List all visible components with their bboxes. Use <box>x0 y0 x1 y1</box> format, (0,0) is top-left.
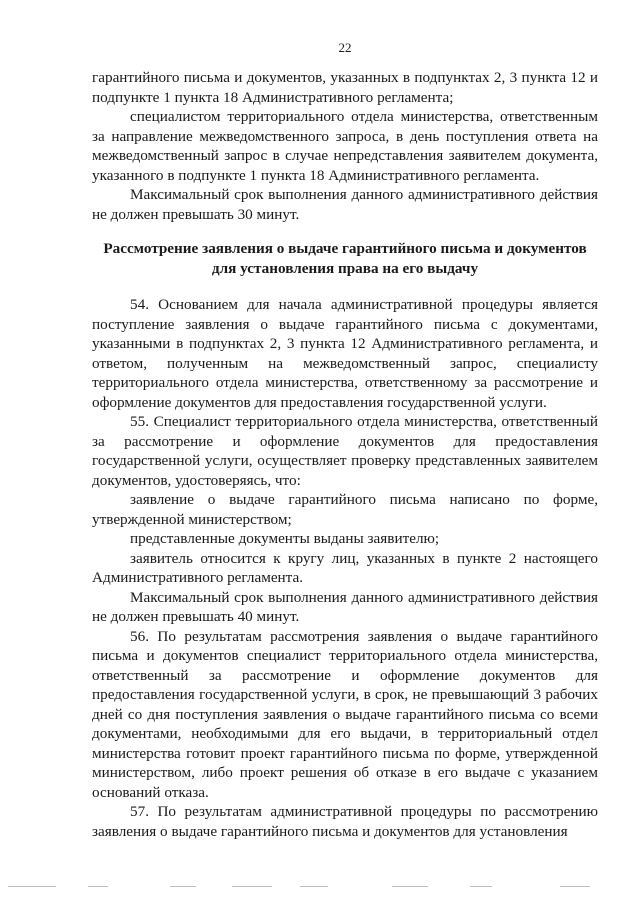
section-heading-line-1: Рассмотрение заявления о выдаче гарантийного письма и документов <box>103 240 587 257</box>
section-heading <box>92 239 598 278</box>
paragraph-max-time-40: Максимальный срок выполнения данного административного действия не должен превышать 40 минут. <box>92 588 598 625</box>
paragraph-56: 56. По результатам рассмотрения заявления о выдаче гарантийного письма и документов специалист территориального отдела министерства, ответственный за рассмотрение и оформление документов для предоставления государственной услуги, в срок, не превышающий 3 рабочих дней со дня поступления заявления о выдаче гарантийного письма со всеми документами, необходимыми для его выдачи, в территориальный отдел министерства готовит проект гарантийного письма по форме, утвержденной министерством, либо проект решения об отказе в его выдаче с указанием оснований отказа. <box>92 627 598 801</box>
paragraph-55: 55. Специалист территориального отдела министерства, ответственный за рассмотрение и оформление документов для предоставления государственной услуги, осуществляет проверку представленных заявителем документов, удостоверяясь, что: <box>92 413 598 489</box>
paragraph-57: 57. По результатам административной процедуры по рассмотрению заявления о выдаче гарантийного письма и документов для установления <box>92 803 598 840</box>
top-text-block <box>92 68 598 224</box>
scan-artifact-strip <box>0 884 640 890</box>
paragraph-check-form: заявление о выдаче гарантийного письма написано по форме, утвержденной министерством; <box>92 491 598 528</box>
paragraph-check-applicant: заявитель относится к кругу лиц, указанных в пункте 2 настоящего Административного регламента. <box>92 549 598 586</box>
paragraph-max-time-30: Максимальный срок выполнения данного административного действия не должен превышать 30 минут. <box>92 186 598 223</box>
paragraph-54: 54. Основанием для начала административной процедуры является поступление заявления о выдаче гарантийного письма с документами, указанными в подпунктах 2, 3 пункта 12 Административного регламента, и ответом, полученным на межведомственный запрос, специалисту территориального отдела министерства, ответственному за рассмотрение и оформление документов для предоставления государственной услуги. <box>92 296 598 411</box>
paragraph-check-issued: представленные документы выданы заявителю; <box>130 530 440 547</box>
paragraph-continuation: гарантийного письма и документов, указанных в подпунктах 2, 3 пункта 12 и подпункте 1 пункта 18 Административного регламента; <box>92 69 598 106</box>
paragraph-interagency-request: специалистом территориального отдела министерства, ответственным за направление межведомственного запроса, в день поступления ответа на межведомственный запрос в случае непредставления заявителем документа, указанного в подпункте 1 пункта 18 Административного регламента. <box>92 108 598 184</box>
body-text-block <box>92 295 598 841</box>
page-number: 22 <box>338 40 352 55</box>
section-heading-line-2: для установления права на его выдачу <box>211 259 479 277</box>
